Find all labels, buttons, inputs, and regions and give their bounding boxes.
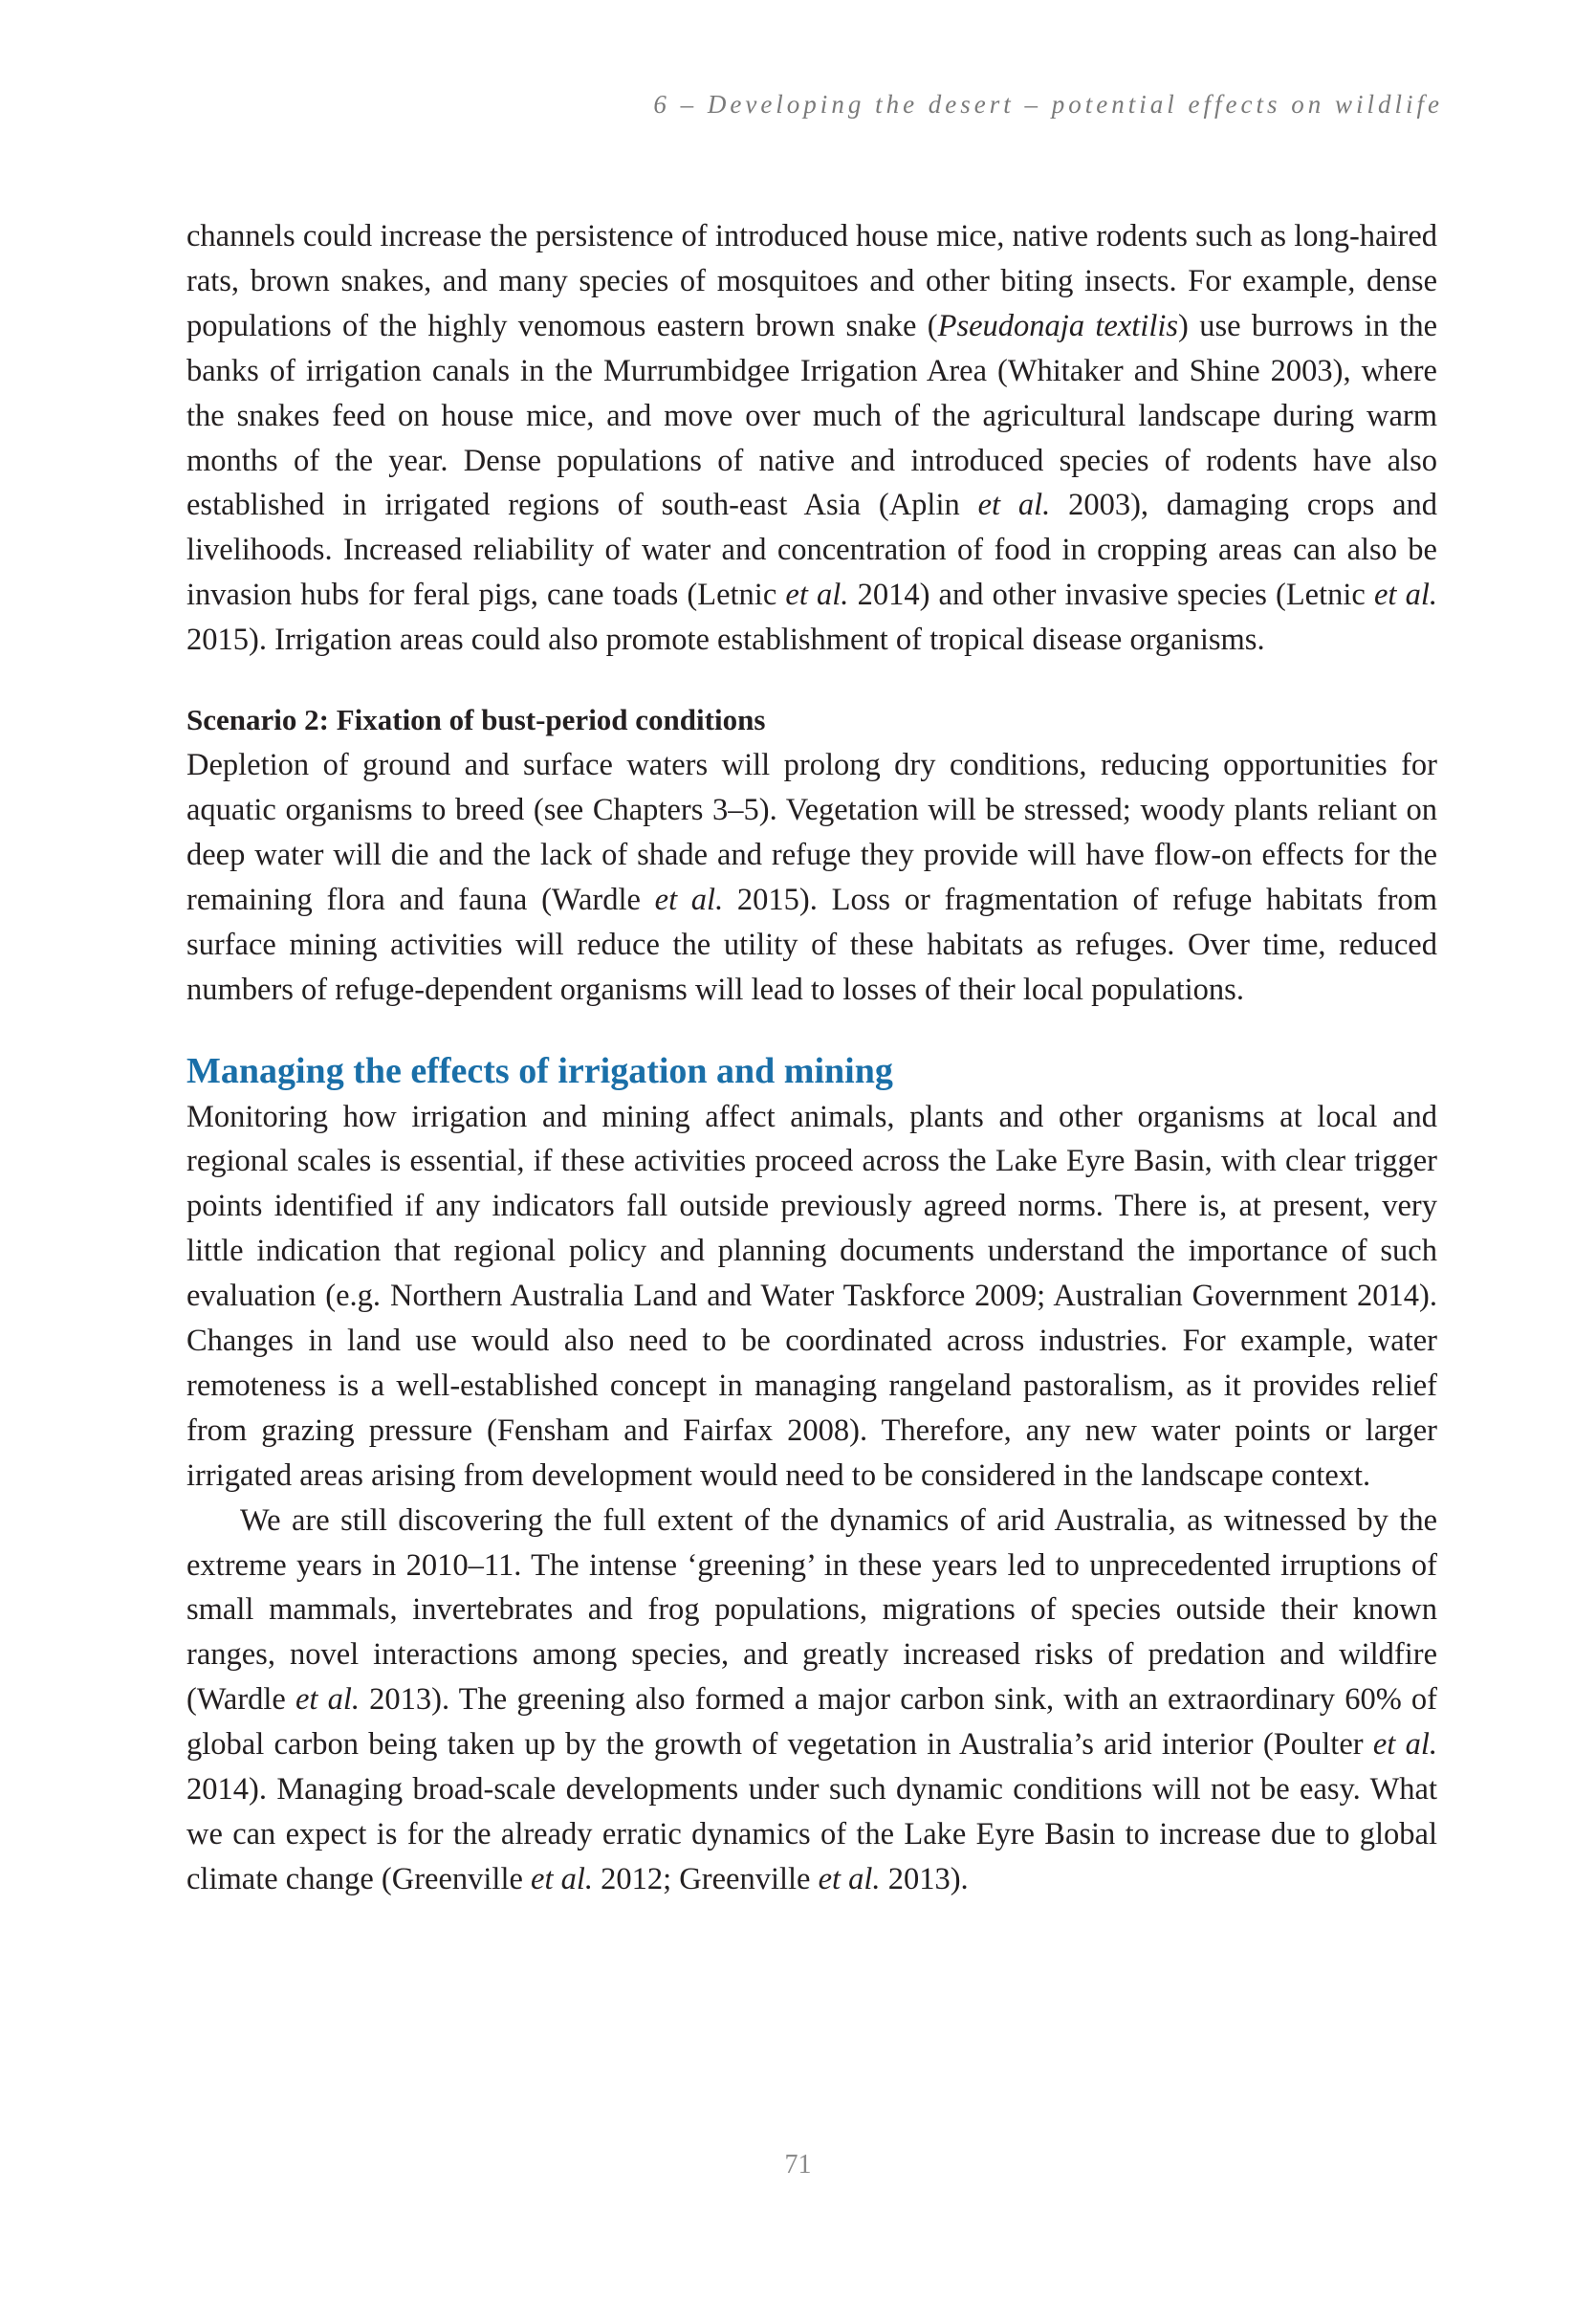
paragraph-irrigation-effects (186, 214, 1437, 663)
text-run: Depletion of ground and surface waters will prolong dry conditions, reducing opportunities for aquatic organisms to breed (see Chapters 3–5). Vegetation will be stressed; woody plants reliant on deep water will die and the lack of shade and refuge they provide will have flow-on effects for the remaining flora and fauna (Wardle (186, 748, 1437, 917)
text-run: Monitoring how irrigation and mining affect animals, plants and other organisms at local and regional scales is essential, if these activities proceed across the Lake Eyre Basin, with clear trigger points identified if any indicators fall outside previously agreed norms. There is, at present, very little indication that regional policy and planning documents understand the importance of such evaluation (e.g. Northern Australia Land and Water Taskforce 2009; Australian Government 2014). Changes in land use would also need to be coordinated across industries. For example, water remoteness is a well-established concept in managing rangeland pastoralism, as it provides relief from grazing pressure (Fensham and Fairfax 2008). Therefore, any new water points or larger irrigated areas arising from development would need to be considered in the landscape context. (186, 1099, 1437, 1493)
text-run: channels could increase the persistence of introduced house mice, native rodents such as long-haired rats, brown snakes, and many species of mosquitoes and other biting insects. For example, dense populations of the highly venomous eastern brown snake ( (186, 219, 1437, 343)
italic-text-run: et al. (1373, 578, 1437, 613)
italic-text-run: et al. (654, 882, 724, 917)
text-run: We are still discovering the full extent of the dynamics of arid Australia, as witnessed by the extreme years in 2010–11. The intense ‘greening’ in these years led to unprecedented irruptions of small mammals, invertebrates and frog populations, migrations of species outside their known ranges, novel interactions among species, and greatly increased risks of predation and wildfire (Wardle (186, 1502, 1437, 1718)
italic-text-run: et al. (531, 1861, 594, 1896)
page-number: 71 (784, 2150, 812, 2180)
text-run: ) use burrows in the banks of irrigation canals in the Murrumbidgee Irrigation Area (Whitaker and Shine 2003), where the snakes feed on house mice, and move over much of the agricultural landscape during warm months of the year. Dense populations of native and introduced species of rodents have also established in irrigated regions of south-east Asia (Aplin (186, 308, 1437, 523)
text-run: 2012; Greenville (593, 1861, 819, 1896)
paragraph-scenario-2 (186, 743, 1437, 1012)
text-run: 2015). Irrigation areas could also promote establishment of tropical disease organisms. (186, 623, 1265, 658)
italic-text-run: et al. (977, 488, 1051, 523)
subheading-scenario-2: Scenario 2: Fixation of bust-period conditions (186, 703, 766, 737)
page-body (186, 214, 1437, 1902)
text-run: 2014). Managing broad-scale developments under such dynamic conditions will not be easy. What we can expect is for the already erratic dynamics of the Lake Eyre Basin to increase due to global climate change (Greenville (186, 1772, 1437, 1896)
text-run: 2013). (880, 1861, 969, 1896)
italic-text-run: et al. (295, 1682, 361, 1718)
text-run: 2003), damaging crops and livelihoods. Increased reliability of water and concentration of food in cropping areas can also be invasion hubs for feral pigs, cane toads (Letnic (186, 488, 1437, 613)
running-header: 6 – Developing the desert – potential effects on wildlife (653, 90, 1443, 119)
text-run: 2013). The greening also formed a major carbon sink, with an extraordinary 60% of global carbon being taken up by the growth of vegetation in Australia’s arid interior (Poulter (186, 1682, 1437, 1763)
text-run: 2015). Loss or fragmentation of refuge habitats from surface mining activities will reduce the utility of these habitats as refuges. Over time, reduced numbers of refuge-dependent organisms will lead to losses of their local populations. (186, 882, 1437, 1007)
italic-text-run: Pseudonaja textilis (937, 308, 1179, 343)
text-run: 2014) and other invasive species (Letnic (848, 578, 1374, 613)
italic-text-run: et al. (785, 578, 849, 613)
section-heading-managing-effects: Managing the effects of irrigation and mining (186, 1050, 893, 1091)
italic-text-run: et al. (818, 1861, 881, 1896)
paragraph-arid-dynamics (186, 1499, 1437, 1902)
italic-text-run: et al. (1372, 1727, 1437, 1763)
paragraph-monitoring (186, 1095, 1437, 1499)
